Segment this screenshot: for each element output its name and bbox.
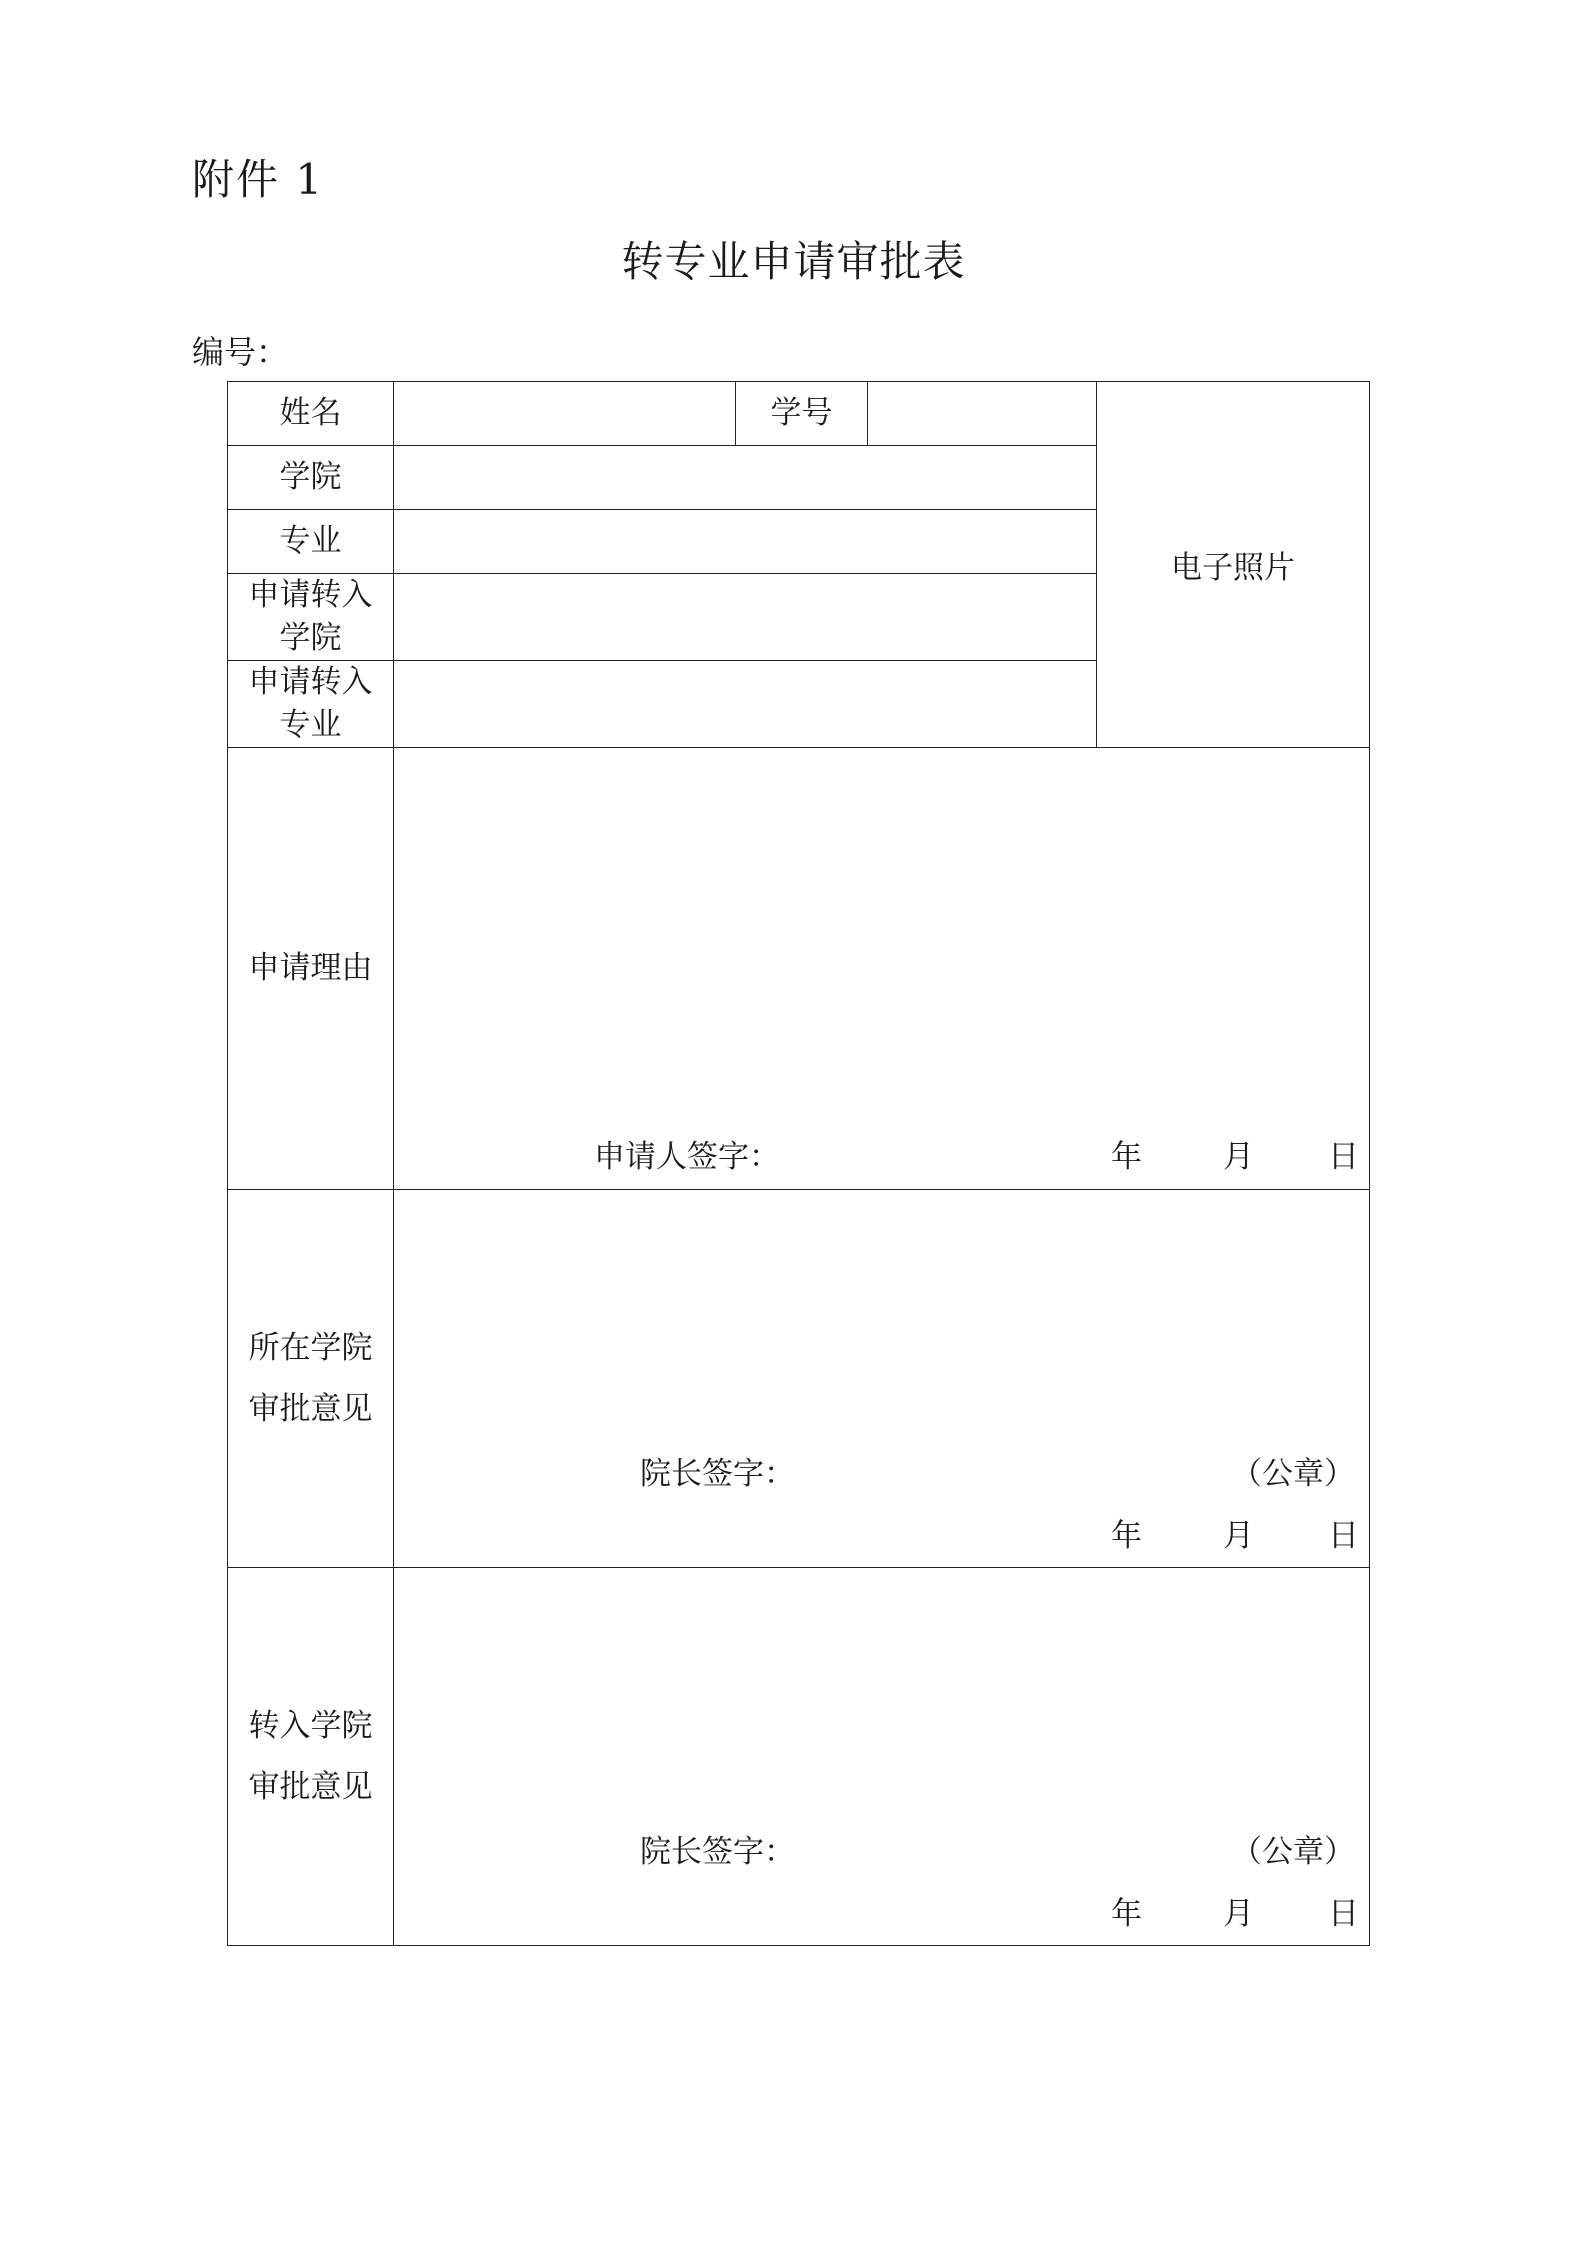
target-college-approval-field[interactable] <box>394 1568 1370 1946</box>
current-seal-label: （公章） <box>1231 1456 1355 1492</box>
reason-label-cell <box>228 748 394 1190</box>
reason-field[interactable] <box>394 748 1370 1190</box>
major-field[interactable] <box>394 510 1097 574</box>
reason-label: 申请理由 <box>248 950 373 986</box>
target-month-label: 月 <box>1223 1896 1254 1932</box>
major-label-cell <box>228 510 394 574</box>
college-label-cell <box>228 446 394 510</box>
target-major-field[interactable] <box>394 661 1097 748</box>
year-label: 年 <box>1111 1139 1142 1175</box>
attachment-label: 附件 1 <box>192 155 325 204</box>
page-title: 转专业申请审批表 <box>621 237 966 286</box>
target-college-approval-label-line1: 转入学院 <box>248 1707 373 1744</box>
target-dean-signature-label: 院长签字： <box>640 1834 795 1870</box>
current-college-section <box>394 1190 1369 1567</box>
photo-label: 电子照片 <box>1171 550 1295 586</box>
reason-section <box>394 748 1369 1189</box>
target-college-approval-label-cell <box>228 1568 394 1946</box>
target-year-label: 年 <box>1111 1896 1142 1932</box>
target-college-approval-label-line2: 审批意见 <box>248 1768 373 1805</box>
student-id-label: 学号 <box>770 395 833 431</box>
target-college-label-line2: 学院 <box>279 620 342 656</box>
current-day-label: 日 <box>1328 1518 1359 1554</box>
row-name <box>228 382 1370 446</box>
student-id-field[interactable] <box>868 382 1097 446</box>
current-college-label-line2: 审批意见 <box>248 1390 373 1427</box>
current-college-label-line1: 所在学院 <box>248 1329 373 1366</box>
day-label: 日 <box>1328 1139 1359 1175</box>
row-target-college-approval <box>228 1568 1370 1946</box>
photo-area[interactable] <box>1097 382 1370 748</box>
application-form-table <box>227 381 1370 1946</box>
current-month-label: 月 <box>1223 1518 1254 1554</box>
major-label: 专业 <box>279 523 342 559</box>
row-current-college-approval <box>228 1190 1370 1568</box>
college-label: 学院 <box>279 459 342 495</box>
current-year-label: 年 <box>1111 1518 1142 1554</box>
target-college-label-cell <box>228 574 394 661</box>
target-seal-label: （公章） <box>1231 1834 1355 1870</box>
college-field[interactable] <box>394 446 1097 510</box>
applicant-signature-label: 申请人签字： <box>594 1139 780 1175</box>
target-day-label: 日 <box>1328 1896 1359 1932</box>
target-college-field[interactable] <box>394 574 1097 661</box>
serial-number-label: 编号： <box>192 333 289 371</box>
target-college-section <box>394 1568 1369 1945</box>
name-field[interactable] <box>394 382 736 446</box>
name-label-cell <box>228 382 394 446</box>
current-dean-signature-label: 院长签字： <box>640 1456 795 1492</box>
student-id-label-cell <box>736 382 868 446</box>
current-college-approval-field[interactable] <box>394 1190 1370 1568</box>
target-college-label-line1: 申请转入 <box>248 577 373 613</box>
month-label: 月 <box>1223 1139 1254 1175</box>
target-major-label-cell <box>228 661 394 748</box>
target-major-label-line2: 专业 <box>279 707 342 743</box>
current-college-label-cell <box>228 1190 394 1568</box>
row-reason <box>228 748 1370 1190</box>
target-major-label-line1: 申请转入 <box>248 664 373 700</box>
name-label: 姓名 <box>279 395 342 431</box>
